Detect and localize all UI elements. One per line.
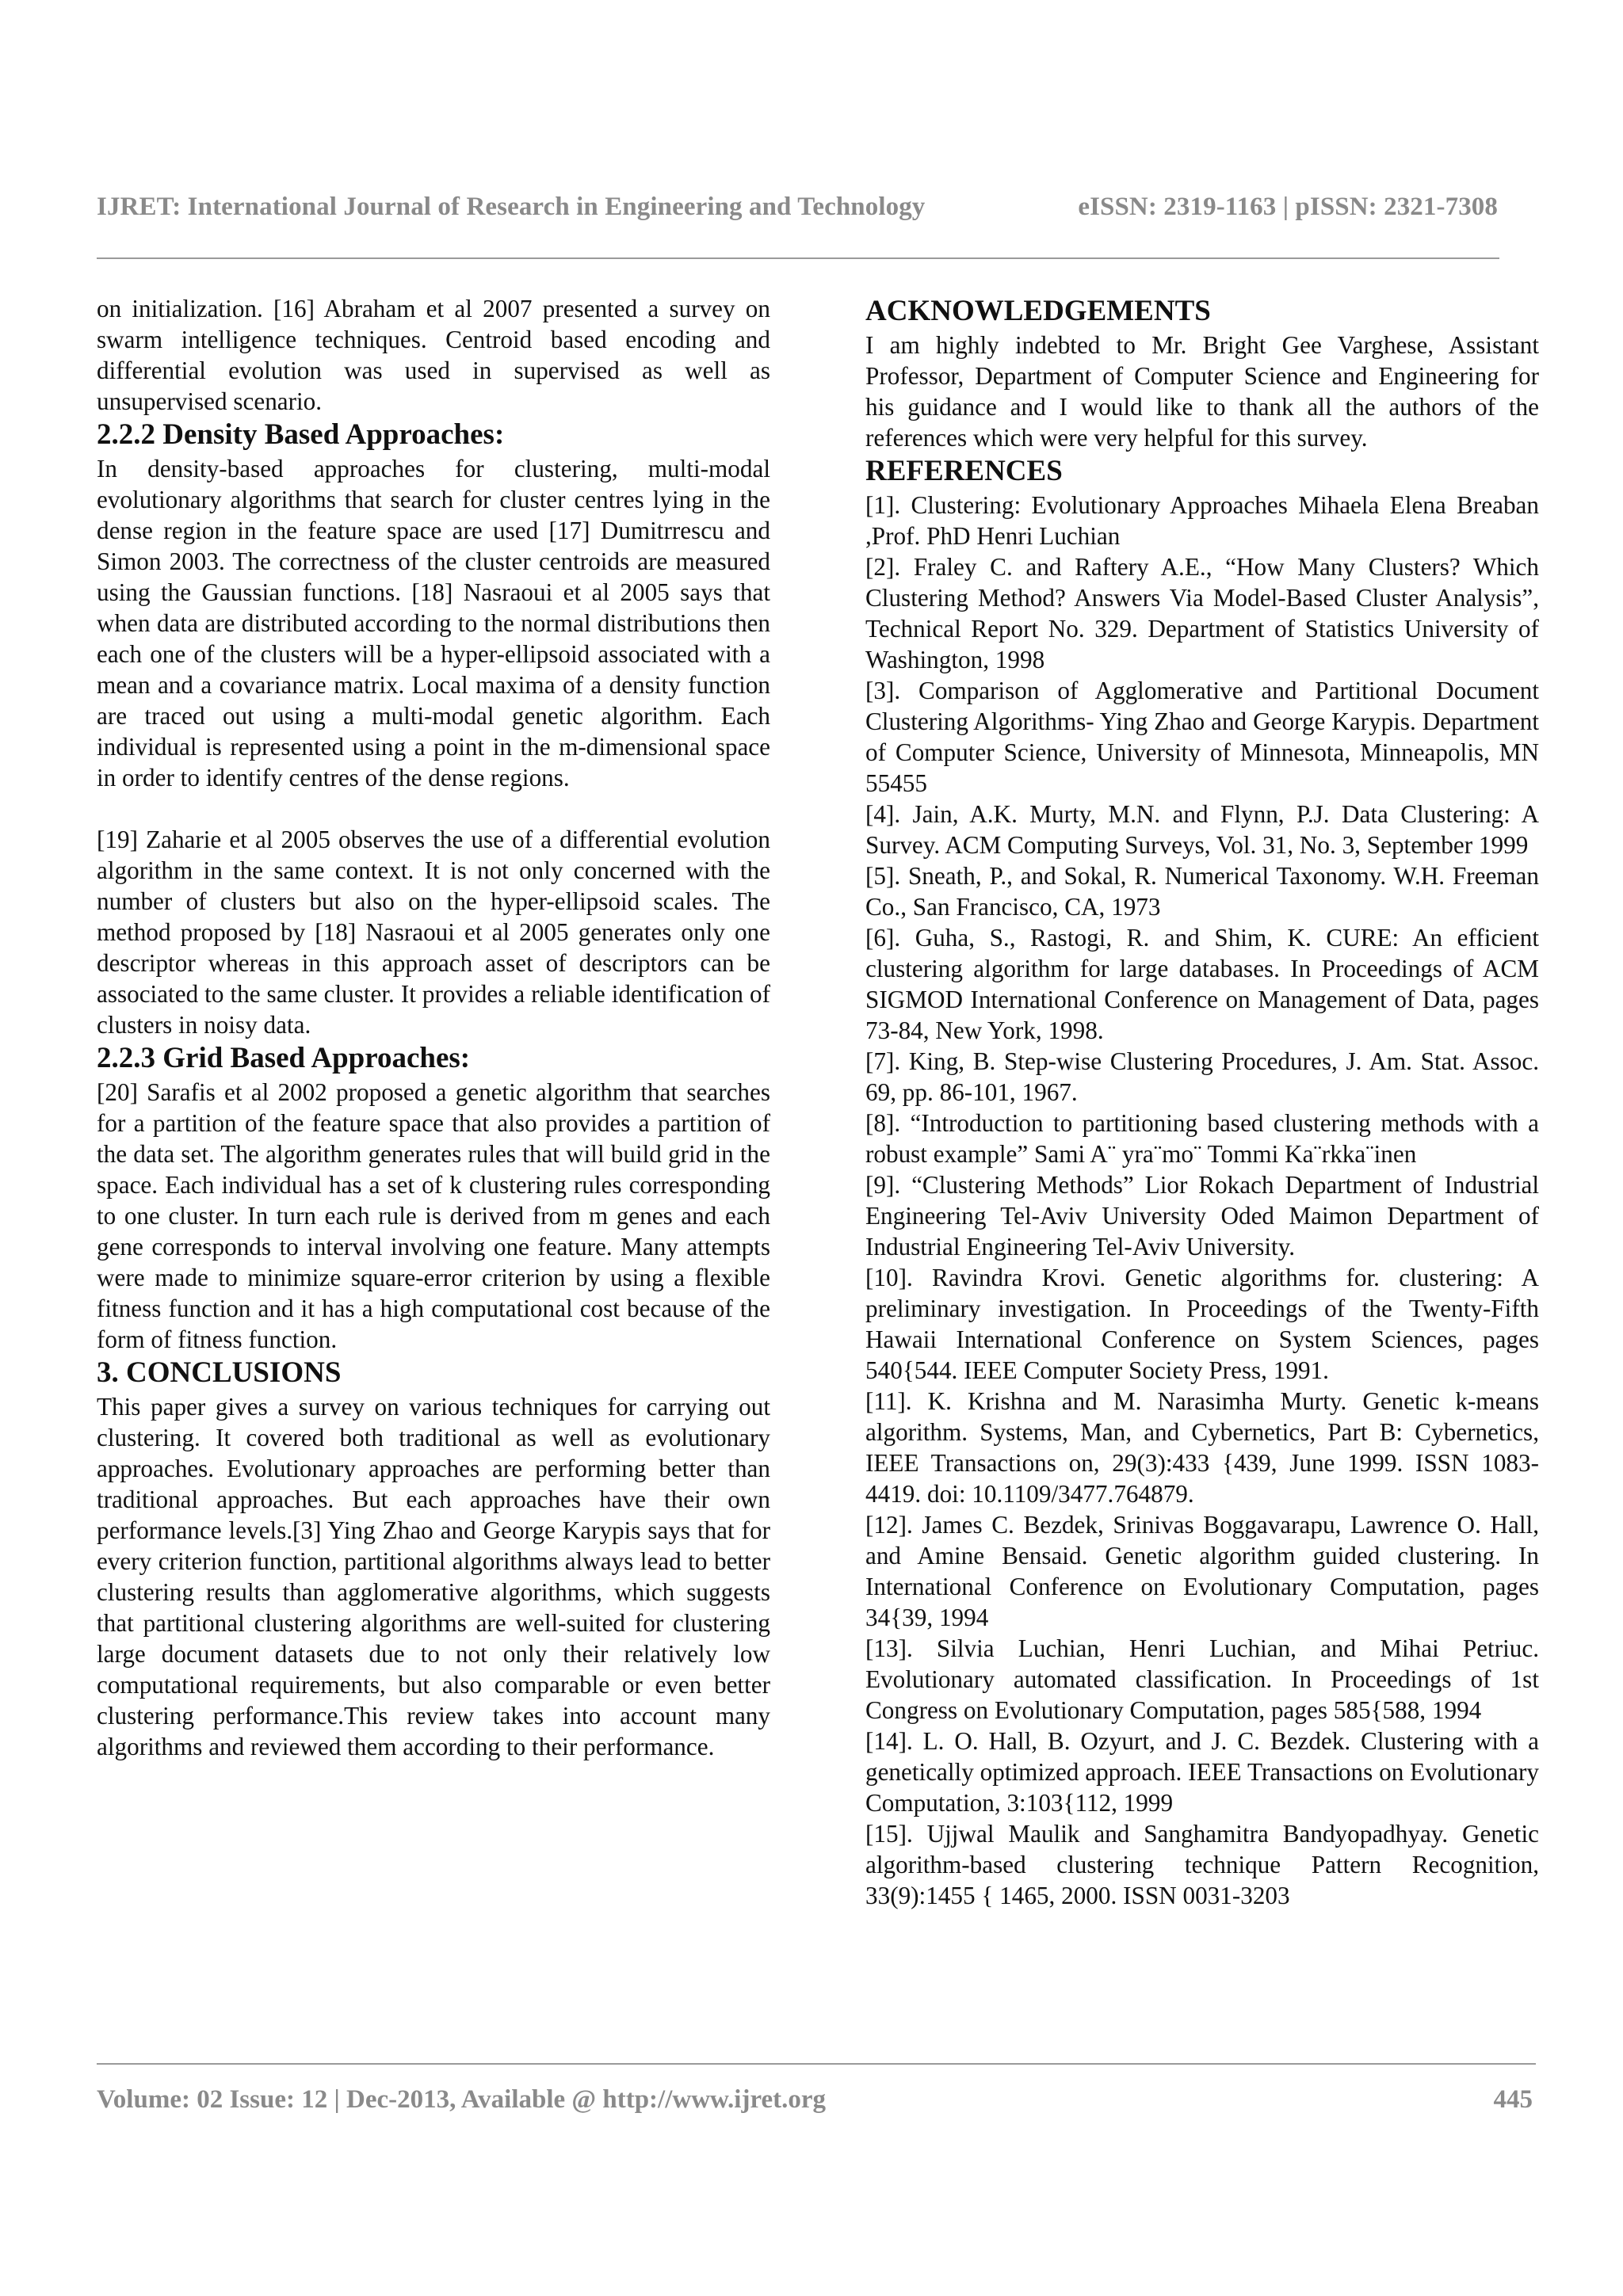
reference-item: [6]. Guha, S., Rastogi, R. and Shim, K. CURE: An efficient clustering algorithm for large databases. In Proceedings of ACM SIGMOD International Conference on Management of Data, pages 73-84, New York, 1998. — [865, 924, 1539, 1044]
reference-item: [11]. K. Krishna and M. Narasimha Murty. Genetic k-means algorithm. Systems, Man, and Cybernetics, Part B: Cybernetics, IEEE Transactions on, 29(3):433 {439, June 1999. ISSN 1083-4419. doi: 10.1109/3477.764879. — [865, 1387, 1539, 1508]
page-header — [97, 193, 1498, 222]
reference-item: [13]. Silvia Luchian, Henri Luchian, and Mihai Petriuc. Evolutionary automated classification. In Proceedings of 1st Congress on Evolutionary Computation, pages 585{588, 1994 — [865, 1634, 1539, 1724]
issn-info: eISSN: 2319-1163 | pISSN: 2321-7308 — [1078, 193, 1498, 221]
page-footer — [97, 2085, 1533, 2115]
reference-item: [1]. Clustering: Evolutionary Approaches Mihaela Elena Breaban ,Prof. PhD Henri Luchian — [865, 491, 1539, 550]
reference-item: [8]. “Introduction to partitioning based clustering methods with a robust example” Sami A¨ yra¨mo¨ Tommi Ka¨rkka¨inen — [865, 1109, 1539, 1168]
header-rule — [97, 257, 1499, 259]
conclusions-heading: 3. CONCLUSIONS — [97, 1356, 342, 1389]
page-number: 445 — [1493, 2085, 1533, 2114]
reference-item: [12]. James C. Bezdek, Srinivas Boggavarapu, Lawrence O. Hall, and Amine Bensaid. Genetic algorithm guided clustering. In International Conference on Evolutionary Computation, pages 34{39, 1994 — [865, 1511, 1539, 1631]
conclusions-paragraph: This paper gives a survey on various techniques for carrying out clustering. It covered both traditional as well as evolutionary approaches. Evolutionary approaches are performing better than traditional approaches. But each approaches have their own performance levels.[3] Ying Zhao and George Karypis says that for every criterion function, partitional algorithms always lead to better clustering results than agglomerative algorithms, which suggests that partitional clustering algorithms are well-suited for clustering large document datasets due to not only their relatively low computational requirements, but also comparable or even better clustering performance.This review takes into account many algorithms and reviewed them according to their performance. — [97, 1393, 770, 1760]
left-column — [97, 293, 770, 1762]
intro-paragraph: on initialization. [16] Abraham et al 2007 presented a survey on swarm intelligence techniques. Centroid based encoding and differential evolution was used in supervised as well as unsupervised scenario. — [97, 295, 770, 415]
reference-item: [4]. Jain, A.K. Murty, M.N. and Flynn, P.J. Data Clustering: A Survey. ACM Computing Surveys, Vol. 31, No. 3, September 1999 — [865, 800, 1539, 859]
reference-item: [14]. L. O. Hall, B. Ozyurt, and J. C. Bezdek. Clustering with a genetically optimized approach. IEEE Transactions on Evolutionary Computation, 3:103{112, 1999 — [865, 1727, 1539, 1817]
volume-info: Volume: 02 Issue: 12 | Dec-2013, Available @ http://www.ijret.org — [97, 2085, 827, 2114]
grid-paragraph: [20] Sarafis et al 2002 proposed a genetic algorithm that searches for a partition of the feature space that also provides a partition of the data set. The algorithm generates rules that will build grid in the space. Each individual has a set of k clustering rules corresponding to one cluster. In turn each rule is derived from m genes and each gene corresponds to interval involving one feature. Many attempts were made to minimize square-error criterion by using a flexible fitness function and it has a high computational cost because of the form of fitness function. — [97, 1078, 770, 1353]
footer-rule — [97, 2063, 1536, 2065]
reference-item: [9]. “Clustering Methods” Lior Rokach Department of Industrial Engineering Tel-Aviv University Oded Maimon Department of Industrial Engineering Tel-Aviv University. — [865, 1171, 1539, 1261]
reference-item: [15]. Ujjwal Maulik and Sanghamitra Bandyopadhyay. Genetic algorithm-based clustering technique Pattern Recognition, 33(9):1455 { 1465, 2000. ISSN 0031-3203 — [865, 1820, 1539, 1909]
references-list — [865, 490, 1539, 1911]
reference-item: [7]. King, B. Step-wise Clustering Procedures, J. Am. Stat. Assoc. 69, pp. 86-101, 1967. — [865, 1047, 1539, 1106]
reference-item: [3]. Comparison of Agglomerative and Partitional Document Clustering Algorithms- Ying Zhao and George Karypis. Department of Computer Science, University of Minnesota, Minneapolis, MN 55455 — [865, 677, 1539, 797]
acknowledgements-heading: ACKNOWLEDGEMENTS — [865, 295, 1211, 327]
density-paragraph-2: [19] Zaharie et al 2005 observes the use of a differential evolution algorithm in the same context. It is not only concerned with the number of clusters but also on the hyper-ellipsoid scales. The method proposed by [18] Nasraoui et al 2005 generates only one descriptor whereas in this approach asset of descriptors can be associated to the same cluster. It provides a reliable identification of clusters in noisy data. — [97, 826, 770, 1039]
journal-title: IJRET: International Journal of Research in Engineering and Technology — [97, 193, 926, 221]
reference-item: [5]. Sneath, P., and Sokal, R. Numerical Taxonomy. W.H. Freeman Co., San Francisco, CA, 1973 — [865, 862, 1539, 921]
references-heading: REFERENCES — [865, 455, 1063, 487]
reference-item: [2]. Fraley C. and Raftery A.E., “How Many Clusters? Which Clustering Method? Answers Via Model-Based Cluster Analysis”, Technical Report No. 329. Department of Statistics University of Washington, 1998 — [865, 553, 1539, 673]
density-heading: 2.2.2 Density Based Approaches: — [97, 418, 505, 451]
acknowledgements-paragraph: I am highly indebted to Mr. Bright Gee Varghese, Assistant Professor, Department of Computer Science and Engineering for his guidance and I would like to thank all the authors of the references which were very helpful for this survey. — [865, 331, 1539, 452]
reference-item: [10]. Ravindra Krovi. Genetic algorithms for. clustering: A preliminary investigation. In Proceedings of the Twenty-Fifth Hawaii International Conference on System Sciences, pages 540{544. IEEE Computer Society Press, 1991. — [865, 1264, 1539, 1384]
grid-heading: 2.2.3 Grid Based Approaches: — [97, 1042, 471, 1074]
right-column — [865, 293, 1539, 1911]
density-paragraph-1: In density-based approaches for clustering, multi-modal evolutionary algorithms that search for cluster centres lying in the dense region in the feature space are used [17] Dumitrrescu and Simon 2003. The correctness of the cluster centroids are measured using the Gaussian functions. [18] Nasraoui et al 2005 says that when data are distributed according to the normal distributions then each one of the clusters will be a hyper-ellipsoid associated with a mean and a covariance matrix. Local maxima of a density function are traced out using a multi-modal genetic algorithm. Each individual is represented using a point in the m-dimensional space in order to identify centres of the dense regions. — [97, 455, 770, 791]
